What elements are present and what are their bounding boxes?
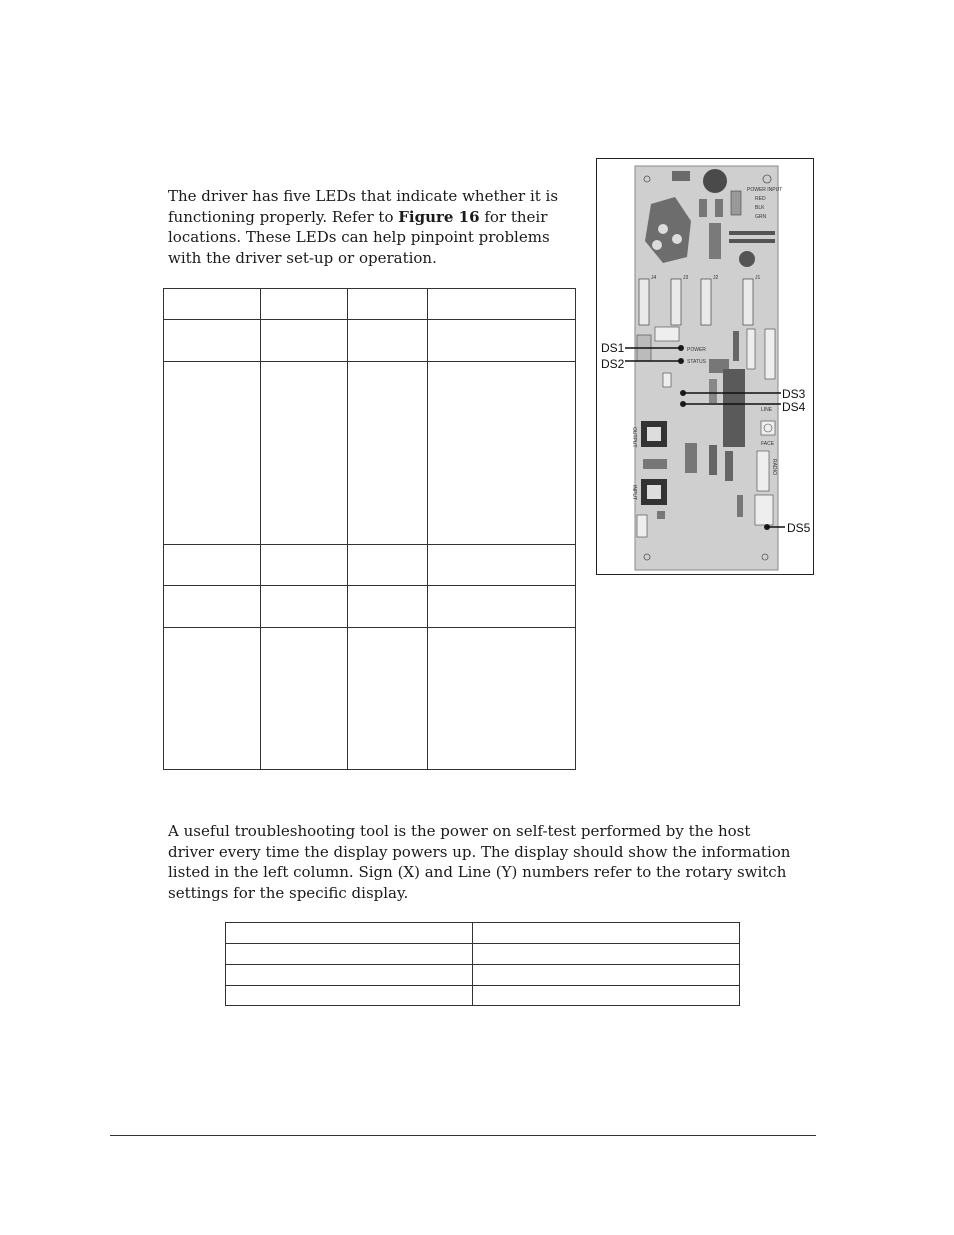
table-row [226,944,740,965]
callout-ds5: DS5 [787,521,811,535]
self-test-paragraph: A useful troubleshooting tool is the power on self-test performed by the host driver every time the display powers up. The display should show the information listed in the left column. Sign (X) and Line (Y) numbers refer to the rotary switch settings for the specific display. [168,822,791,902]
silk-radio: RADIO [771,459,777,475]
circuit-board-diagram [597,159,813,574]
silk-input: INPUT [631,485,637,500]
table-row [226,923,740,944]
led-intro-paragraph [168,186,580,268]
silk-output: OUTPUT [631,427,637,448]
callout-ds3: DS3 [782,387,806,401]
silk-status: STATUS [687,359,706,365]
silk-j3: J3 [683,275,689,281]
silk-j4: J4 [651,275,657,281]
silk-j2: J2 [713,275,719,281]
silk-power-input: POWER INPUT [747,187,783,193]
callout-ds2: DS2 [601,357,625,371]
silk-line: LINE [761,407,773,413]
silk-grn: GRN [755,214,767,220]
table-row [164,628,576,770]
silk-blk: BLK [755,205,765,211]
self-test-table [225,922,740,1006]
table-row [164,320,576,362]
table-row [164,545,576,586]
silk-red: RED [755,196,766,202]
table-row [164,362,576,545]
table-row [164,586,576,628]
callout-ds4: DS4 [782,400,806,414]
intro-text-continued: for their locations. These LEDs can help pinpoint problems with the driver set-up or operation. [168,207,550,267]
table-row [226,986,740,1006]
silk-j1: J1 [755,275,761,281]
silk-power: POWER [687,347,706,353]
table-row [164,289,576,320]
intro-text: The driver has five LEDs that indicate whether it is functioning properly. Refer to [168,187,559,226]
driver-board-figure [596,158,814,575]
silk-face: FACE [761,441,775,447]
figure-reference[interactable]: Figure 16 [398,207,480,226]
callout-ds1: DS1 [601,341,625,355]
footer-rule [110,1135,816,1136]
led-table [163,288,576,770]
table-row [226,965,740,986]
